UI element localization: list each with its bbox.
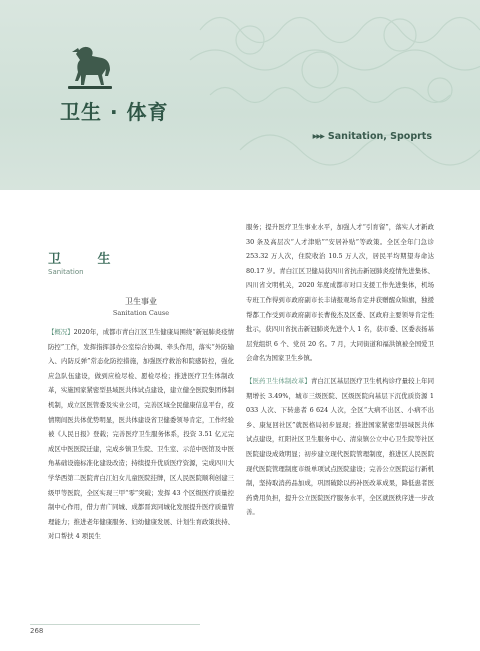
header-banner <box>0 0 480 190</box>
paragraph-tag: 【概况】 <box>48 328 74 336</box>
header-subtitle-text: Sanitation, Spoprts <box>327 131 432 142</box>
paragraph <box>246 220 434 366</box>
page-number: 268 <box>30 627 44 635</box>
decorative-pattern <box>180 0 480 190</box>
footer-divider <box>30 624 200 625</box>
paragraph-text: 青白江区基层医疗卫生机构诊疗量较上年同期增长 3.49%，城市三级医院、区级医院向基层下沉优质资源 1 033 人次、下转患者 6 624 人次，全区“大病不出区、小病不出乡、康复回社区”就医格局初步显现；推进国家紧密型县域医共体试点建设，红阳社区卫生服务中心、清泉镇公立中心卫生院等社区医院建设成效明显；初步建立现代医院管理制度，推进区人民医院现代医院管理制度市级单项试点医院建设；完善公立医院运行新机制，坚持取消药品加成，巩固破除以药补医改革成果，降低患者医药费用负担，提升公立医院医疗服务水平，全区就医秩序进一步改善。 <box>246 376 435 517</box>
header-title: 卫生 · 体育 <box>60 100 169 124</box>
section-title: 卫 生 <box>48 252 127 267</box>
paragraph-tag: 【医药卫生体制改革】 <box>246 376 311 385</box>
triple-arrow-icon: ▸▸▸ <box>312 131 324 142</box>
right-column <box>246 220 434 520</box>
subsection-subtitle: Sanitation Cause <box>112 309 170 317</box>
paragraph <box>48 325 234 544</box>
paragraph-text: 服务；提升医疗卫生事业水平，加强人才“引育留”，落实人才新政 30 条及高层次“人才津贴”“安居补贴”等政策。全区全年门急诊 253.32 万人次，住院收治 10.5 万人次，居民平均期望寿命达 80.17 岁。青白江区卫健局获四川省抗击新冠肺炎疫情先进集体、四川省文明机关，2020 年度成都市对口支援工作先进集体，机场专班工作得到市政府副市长丰请报观场肯定并获赠醒众锦旗，独援帮都工作受到市政府副市长曹俊杰及区委、区政府主要领导肯定性批示，获四川省抗击新冠肺炎先进个人 1 名，获市委、区委表扬基层党组织 6 个、党员 20 名。7 月，大同街道和福洪镇被全国爱卫会命名为国家卫生乡镇。 <box>246 223 434 363</box>
left-column <box>48 296 234 544</box>
paragraph <box>246 374 434 520</box>
section-subtitle: Sanitation <box>48 268 84 276</box>
subsection-title: 卫生事业 <box>125 297 157 306</box>
header-subtitle <box>313 131 432 142</box>
paragraph-text: 2020年，成都市青白江区卫生健康局围绕“新冠肺炎疫情防控”工作，发挥指挥部办公室综合协调、牵头作用，落实“外防输入、内防反弹”常态化防控措施，加强医疗救治和院感防控，强化应急队伍建设，做到应检尽检、愿检尽检；推进医疗卫生体制改革，实施国家紧密型县域医共体试点建设，建立健全医院集团体制机制，成立区医管委及实业公司，完善区域全民健康信息平台，疫情期间医共体优势明显，医共体建设省卫健委领导肯定，工作经验被《人民日报》登载；完善医疗卫生服务体系，投资 3.51 亿元完成区中医医院迁建，完成乡镇卫生院、卫生室、示范中医馆及中医角基础设施标准化建设改造；持续提升优质医疗资源，完成四川大学华西第二医院青白江妇女儿童医院挂牌，区人民医院顺利创建三级甲等医院，全区实现三甲“零”突破；发挥 43 个区级医疗质量控制中心作用，借力青广同城、成都晋宾同城化发展提升医疗质量管理能力；推进老年健康服务、妇幼健康发展、计划生育政策扶持、对口帮扶 4 项民生 <box>48 328 234 541</box>
bronze-horse-icon <box>62 40 118 92</box>
